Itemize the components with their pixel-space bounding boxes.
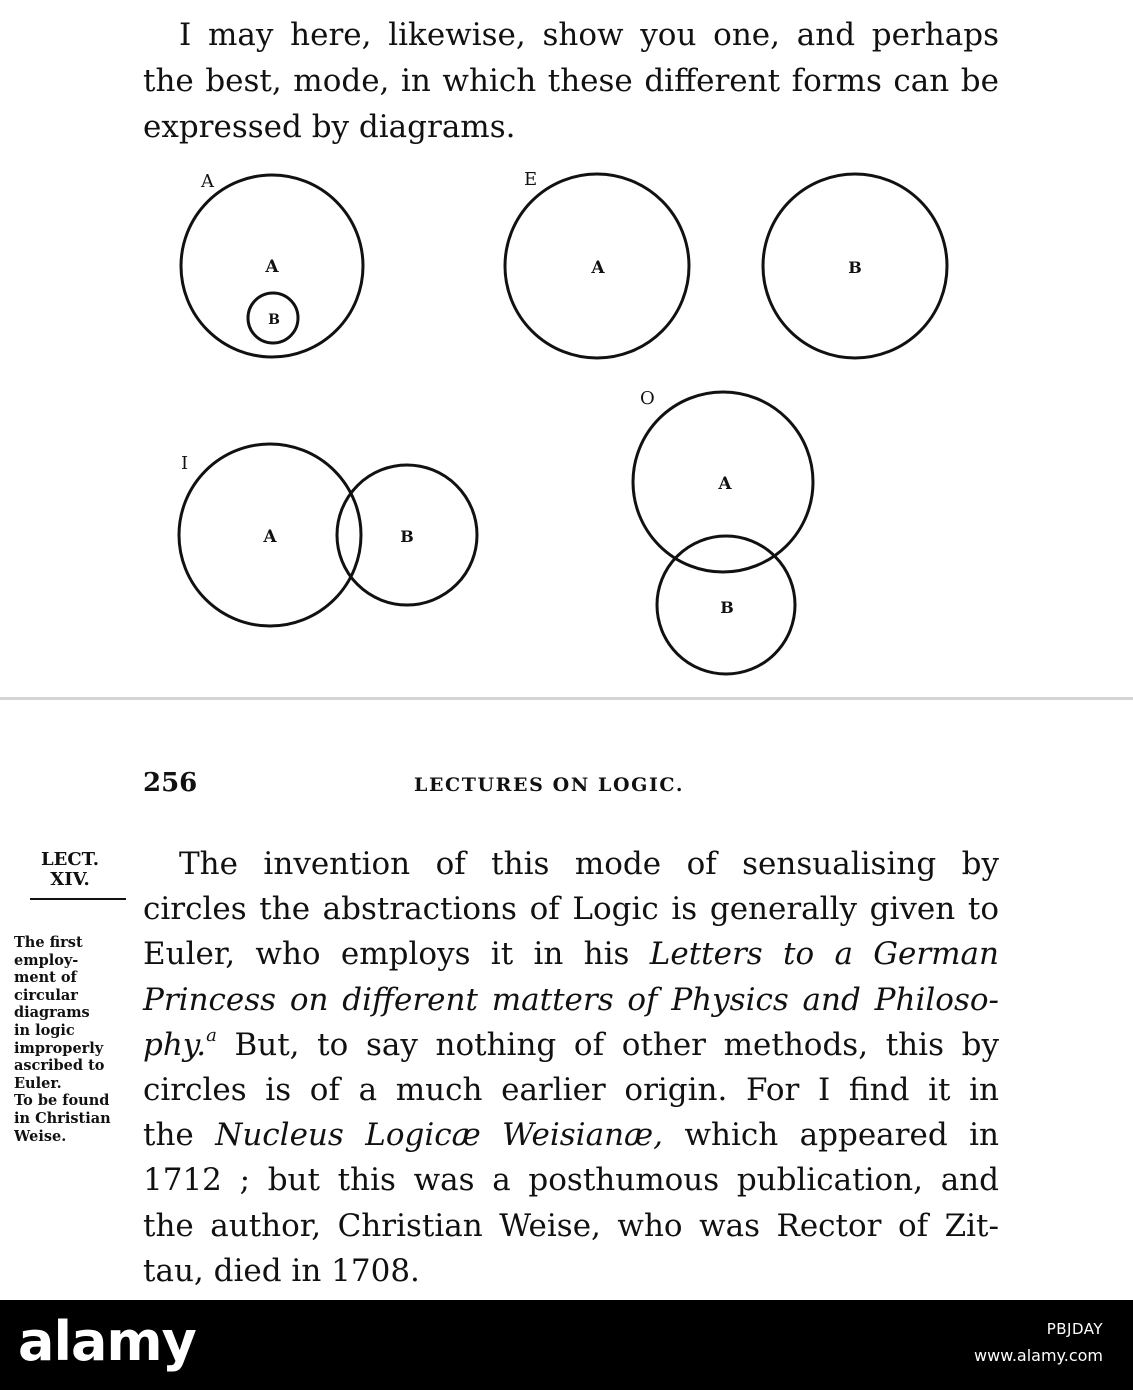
page-number: 256 <box>143 768 198 798</box>
margin-note-line: in Christian <box>14 1109 111 1127</box>
alamy-logo: alamy <box>18 1310 196 1373</box>
lecture-number: XIV. <box>50 869 90 890</box>
margin-note-line: circular <box>14 986 78 1004</box>
margin-note-line: To be found <box>14 1092 110 1110</box>
book-title-phy: phy. <box>143 1026 207 1063</box>
margin-note-line: diagrams <box>14 1004 90 1022</box>
margin-note-line: The first <box>14 934 83 951</box>
body-line <box>143 1023 999 1068</box>
diagram-a-label: A <box>201 171 214 192</box>
lecture-marker <box>14 850 126 900</box>
book-title-letters: Letters to a German <box>649 936 1000 973</box>
body-line <box>143 978 999 1023</box>
body-line: the author, Christian Weise, who was Rector of Zit- <box>143 1207 999 1244</box>
diagram-i-left-label: A <box>263 527 277 547</box>
body-paragraph <box>143 842 999 1294</box>
diagram-a-outer-label: A <box>265 257 279 277</box>
body-line-text: the <box>143 1117 194 1154</box>
diagram-o-label: O <box>640 388 655 409</box>
body-line <box>143 1113 999 1158</box>
body-line-text: But, to say nothing of other methods, this by <box>234 1026 999 1063</box>
book-title-princess: Princess on different matters of Physics and Philoso- <box>143 981 999 1018</box>
image-id: PBJDAY <box>1046 1320 1103 1338</box>
margin-note-line: Euler. <box>14 1074 62 1092</box>
body-line: circles the abstractions of Logic is generally given to <box>143 891 999 928</box>
diagram-a-inner-label: B <box>268 312 280 328</box>
running-title: LECTURES ON LOGIC. <box>414 774 685 796</box>
diagram-e-left-label: A <box>591 258 605 278</box>
diagram-i-right-label: B <box>400 527 414 546</box>
body-line: tau, died in 1708. <box>143 1252 420 1289</box>
margin-note-line: Weise. <box>14 1127 67 1145</box>
margin-note-line: in logic <box>14 1021 75 1039</box>
body-line-text: Euler, who employs it in his <box>143 936 630 973</box>
margin-note-line: ascribed to <box>14 1057 105 1075</box>
lecture-rule <box>30 898 126 900</box>
margin-note-line: employ- <box>14 951 79 969</box>
footnote-marker[interactable]: a <box>206 1024 217 1046</box>
diagram-o-top-label: A <box>718 474 732 494</box>
body-line <box>143 932 999 977</box>
site-url: www.alamy.com <box>974 1346 1103 1365</box>
diagram-e-label: E <box>524 169 538 190</box>
margin-note-line: ment of <box>14 969 77 987</box>
diagram-e-right-label: B <box>848 258 862 277</box>
intro-paragraph: I may here, likewise, show you one, and perhaps the best, mode, in which these different forms can be expressed by diagrams. <box>143 17 999 145</box>
margin-note-line: improperly <box>14 1039 104 1057</box>
body-line: circles is of a much earlier origin. For I find it in <box>143 1072 999 1109</box>
body-line: 1712 ; but this was a posthumous publication, and <box>143 1162 999 1199</box>
diagram-i-label: I <box>181 453 189 474</box>
diagram-o-bottom-label: B <box>720 598 734 617</box>
body-line-text: which appeared in <box>684 1117 999 1154</box>
body-line: The invention of this mode of sensualising by <box>179 846 999 882</box>
book-title-nucleus: Nucleus Logicæ Weisianæ, <box>215 1117 664 1154</box>
margin-note <box>14 934 138 1145</box>
page-divider <box>0 697 1133 700</box>
lecture-label: LECT. <box>40 849 100 870</box>
euler-diagrams <box>0 160 1133 680</box>
